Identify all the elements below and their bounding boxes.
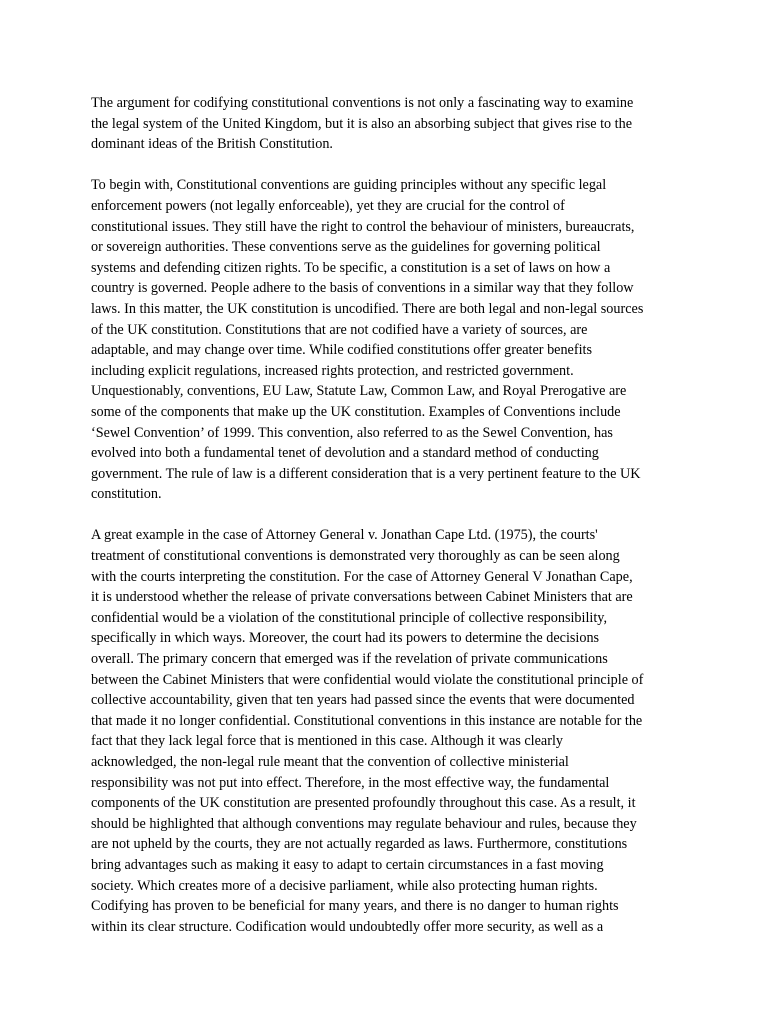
document-body	[91, 93, 681, 958]
paragraph-conventions: To begin with, Constitutional conventions are guiding principles without any specific legal enforcement powers (not legally enforceable), yet they are crucial for the control of constitutional issues. They still have the right to control the behaviour of ministers, bureaucrats, or sovereign authorities. These conventions serve as the guidelines for governing political systems and defending citizen rights. To be specific, a constitution is a set of laws on how a country is governed. People adhere to the basis of conventions in a similar way that they follow laws. In this matter, the UK constitution is uncodified. There are both legal and non-legal sources of the UK constitution. Constitutions that are not codified have a variety of sources, are adaptable, and may change over time. While codified constitutions offer greater benefits including explicit regulations, increased rights protection, and restricted government. Unquestionably, conventions, EU Law, Statute Law, Common Law, and Royal Prerogative are some of the components that make up the UK constitution. Examples of Conventions include ‘Sewel Convention’ of 1999. This convention, also referred to as the Sewel Convention, has evolved into both a fundamental tenet of devolution and a standard method of conducting government. The rule of law is a different consideration that is a very pertinent feature to the UK constitution.	[91, 177, 644, 503]
paragraph-introduction: The argument for codifying constitutional conventions is not only a fascinating way to examine the legal system of the United Kingdom, but it is also an absorbing subject that gives rise to the dominant ideas of the British Constitution.	[91, 95, 634, 153]
paragraph-jonathan-cape-case: A great example in the case of Attorney General v. Jonathan Cape Ltd. (1975), the courts' treatment of constitutional conventions is demonstrated very thoroughly as can be seen along with the courts interpreting the constitution. For the case of Attorney General V Jonathan Cape, it is understood whether the release of private conversations between Cabinet Ministers that are confidential would be a violation of the constitutional principle of collective responsibility, specifically in which ways. Moreover, the court had its powers to determine the decisions overall. The primary concern that emerged was if the revelation of private communications between the Cabinet Ministers that were confidential would violate the constitutional principle of collective accountability, given that ten years had passed since the events that were documented that made it no longer confidential. Constitutional conventions in this instance are notable for the fact that they lack legal force that is mentioned in this case. Although it was clearly acknowledged, the non-legal rule meant that the convention of collective ministerial responsibility was not put into effect. Therefore, in the most effective way, the fundamental components of the UK constitution are presented profoundly throughout this case. As a result, it should be highlighted that although conventions may regulate behaviour and rules, because they are not upheld by the courts, they are not actually regarded as laws. Furthermore, constitutions bring advantages such as making it easy to adapt to certain circumstances in a fast moving society. Which creates more of a decisive parliament, while also protecting human rights. Codifying has proven to be beneficial for many years, and there is no danger to human rights within its clear structure. Codification would undoubtedly offer more security, as well as a	[91, 527, 644, 935]
